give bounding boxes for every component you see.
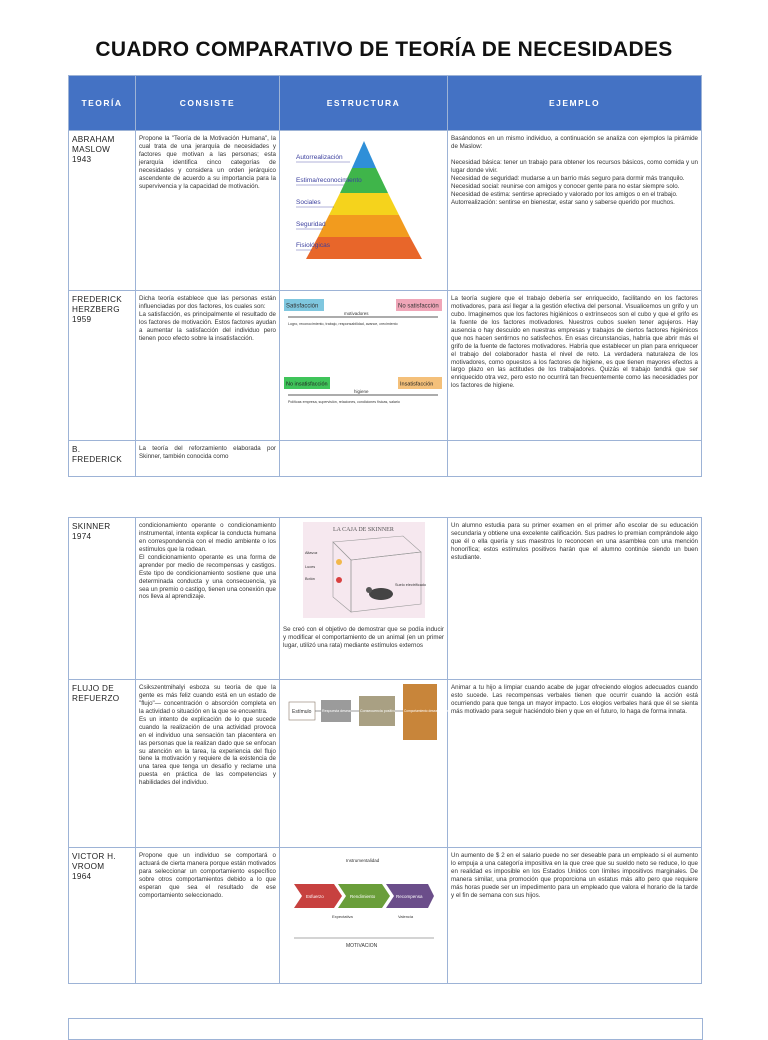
flow-step: Consecuencia positiva <box>359 709 396 713</box>
vroom-bottom-right-label: Valencia <box>397 914 413 919</box>
flow-step: Estímulo <box>291 709 311 715</box>
header-row <box>69 76 702 131</box>
skinner-label: Altavoz <box>304 551 317 555</box>
next-page-table-edge <box>68 1018 703 1040</box>
pyramid-label: Estima/reconocimiento <box>296 177 362 184</box>
skinner-box-figure <box>303 522 425 618</box>
vroom-box-label: Recompensa <box>395 894 423 899</box>
table-row <box>69 441 702 477</box>
no-dissatisfaction-label: No insatisfacción <box>285 381 328 388</box>
example-text: La teoría sugiere que el trabajo debería ser enriquecido, facilitando en los factores motivadores, para así llegar a la gestión efectiva del personal. Visualicemos un grifo y un cubo. Imaginemos que los factores higiénicos o extrínsecos son el cubo y que el grifo es la fuente de los factores motivadores. Nuestros cubos suelen tener agujeros. Hay ausencia o hay descuido en nuestras empresas y trabajos de ciertos factores higiénicos que nos hacen sentirnos no satisfechos. En esas circunstancias, habría que abrir más el grifo de la fuente de factores motivadores. Habría que establecer un plan para enriquecer el trabajo del colaborador hasta el nivel de reto. La verdadera naturaleza de los motivadores, como opuestos a los factores de higiene, es que tienen mayores efectos a largo plazo en las actitudes de los trabajadores. Quizás el trabajo tendrá que ser enriquecido otra vez, pero esto no ocurrirá tan frecuentemente como las necesidades por los factores de higiene. <box>448 291 702 441</box>
flow-step: Respuesta deseada <box>321 709 354 713</box>
pyramid-level-4 <box>318 215 410 237</box>
vroom-bottom-left-label: Expectativa <box>331 914 353 919</box>
header-estructura: ESTRUCTURA <box>280 76 448 131</box>
hygiene-list: Políticas empresa, supervisión, relaciones, condiciones físicas, salario <box>287 400 400 404</box>
example-text <box>448 441 702 477</box>
vroom-box-label: Esfuerzo <box>305 894 324 899</box>
comparison-table-bottom <box>68 517 702 984</box>
theory-description: condicionamiento operante o condicionamiento instrumental, intenta explicar la conducta humana en correspondencia con el medio ambiente o los estímulos que la rodean. El condicionamiento operante es una forma de aprender por medio de recompensas y castigos. Este tipo de condicionamiento sostiene que una determinada conducta y una consecuencia, ya sea un premio o castigo, tienen una conexión que nos lleva al aprendizaje. <box>136 518 280 680</box>
example-text: Un aumento de $ 2 en el salario puede no ser deseable para un empleado si el aumento lo empuja a una categoría impositiva en la que cree que su sueldo neto se reduce, lo que en realidad es imposible en los Estados Unidos con límites impositivos marginales. De manera similar, una promoción que proporciona un estatus más alto pero que requiere más horas puede ser un impedimento para un empleado que valora el horario de la tarde y el fin de semana con sus hijos. <box>448 848 702 984</box>
vroom-top-label: Instrumentalidad <box>345 858 379 863</box>
table-row <box>69 680 702 848</box>
table-row <box>69 291 702 441</box>
skinner-label: Luces <box>304 565 315 569</box>
table-row <box>69 518 702 680</box>
header-teoria: TEORÍA <box>69 76 136 131</box>
theory-name: VICTOR H. VROOM 1964 <box>69 848 136 984</box>
header-ejemplo: EJEMPLO <box>448 76 702 131</box>
theory-name: B. FREDERICK <box>69 441 136 477</box>
satisfaction-label: Satisfacción <box>285 303 318 310</box>
skinner-caption: Se creó con el objetivo de demostrar que se podía inducir y modificar el comportamiento de un animal (en un primer lugar, utilizó una rata) mediante estímulos externos <box>283 626 444 649</box>
pyramid-level-1 <box>352 141 376 168</box>
reinforcement-flow-figure <box>289 684 454 744</box>
structure-cell <box>280 131 448 291</box>
vroom-figure <box>294 852 434 952</box>
example-text: Animar a tu hijo a limpiar cuando acabe de jugar ofreciendo elogios adecuados cuando esto sucede. Las recompensas verbales tienen que ocurrir cuando la acción está ocurriendo para que tenga un mayor impacto. Los elogios verbales hará que él se sienta más motivado para seguir haciéndolo bien y que en el futuro, lo haga de forma innata. <box>448 680 702 848</box>
theory-description: La teoría del reforzamiento elaborada por Skinner, también conocida como <box>136 441 280 477</box>
pyramid-level-3 <box>329 193 399 215</box>
page-title: CUADRO COMPARATIVO DE TEORÍA DE NECESIDADES <box>95 38 673 61</box>
motivators-label: motivadores <box>343 311 369 316</box>
table-row <box>69 848 702 984</box>
theory-name: FLUJO DE REFUERZO <box>69 680 136 848</box>
pyramid-label: Fisiológicas <box>296 242 330 249</box>
structure-cell <box>280 291 448 441</box>
theory-name: SKINNER 1974 <box>69 518 136 680</box>
pyramid-label: Sociales <box>296 199 321 206</box>
theory-description: Propone la "Teoría de la Motivación Humana", la cual trata de una jerarquía de necesidades y factores que motivan a las personas; esta jerarquía identifica cinco categorías de necesidades y considera un orden jerárquico ascendente de acuerdo a su importancia para la supervivencia y la capacidad de motivación. <box>136 131 280 291</box>
dissatisfaction-label: Insatisfacción <box>399 381 433 388</box>
structure-cell <box>280 848 448 984</box>
skinner-label: Botón <box>304 577 315 581</box>
no-satisfaction-label: No satisfacción <box>397 303 439 310</box>
example-text: Basándonos en un mismo individuo, a continuación se analiza con ejemplos la pirámide de Maslow: Necesidad básica: tener un trabajo para obtener los recursos básicos, como comida y un lugar donde vivir. Necesidad de seguridad: mudarse a un barrio más seguro para dormir más tranquilo. Necesidad social: reunirse con amigos y conocer gente para no estar siempre solo. Necesidad de estima: sentirse apreciado y valorado por los amigos o en el trabajo. Autorrealización: sentirse en bienestar, estar sano y saberse querido por muchos. <box>448 131 702 291</box>
theory-name: ABRAHAM MASLOW 1943 <box>69 131 136 291</box>
hygiene-label: higiene <box>353 389 369 394</box>
theory-name: FREDERICK HERZBERG 1959 <box>69 291 136 441</box>
motivators-list: Logro, reconocimiento, trabajo, responsabilidad, avance, crecimiento <box>287 322 398 326</box>
pyramid-label: Autorrealización <box>296 154 343 161</box>
herzberg-figure <box>284 295 444 415</box>
maslow-pyramid-figure <box>296 135 431 260</box>
pyramid-label: Seguridad <box>296 221 326 228</box>
example-text: Un alumno estudia para su primer examen en el primer año escolar de su educación secundaria y obtiene una excelente calificación. Sus padres lo premian comprándole algo que él o ella quería y sus maestros lo reconocen en una asamblea con una mención honorífica; estos estímulos positivos harán que el alumno continúe siendo un buen estudiante. <box>448 518 702 680</box>
skinner-label: Suelo electrificado <box>394 583 426 587</box>
table-row <box>69 131 702 291</box>
theory-description: Dicha teoría establece que las personas están influenciadas por dos factores, los cuales son: La satisfacción, es principalmente el resultado de los factores de motivación. Estos factores ayudan a aumentar la satisfacción del individuo pero tienen poco efecto sobre la insatisfacción. <box>136 291 280 441</box>
vroom-footer-label: MOTIVACION <box>345 943 377 949</box>
skinner-box-title: LA CAJA DE SKINNER <box>332 527 394 533</box>
comparison-table-top <box>68 75 702 477</box>
vroom-box-label: Rendimiento <box>349 894 375 899</box>
structure-cell <box>280 441 448 477</box>
structure-cell <box>280 518 448 680</box>
header-consiste: CONSISTE <box>136 76 280 131</box>
structure-cell <box>280 680 454 848</box>
theory-description: Propone que un individuo se comportará o actuará de cierta manera porque están motivados para seleccionar un comportamiento específico sobre otros comportamientos debido a lo que esperan que sea el resultado de ese comportamiento seleccionado. <box>136 848 280 984</box>
theory-description: Csikszentmihalyi esboza su teoría de que la gente es más feliz cuando está en un estado de "flujo"— concentración o absorción completa en la actividad o situación en la que se encuentra. Es un intento de explicación de lo que sucede cuando la realización de una actividad provoca en el individuo una sensación tan placentera en las personas que la realizan dado que se enfocan su atención en la tarea, la experiencia del flujo tiene la motivación y requiere de la existencia de una tarea que tenga un desafío y reclame una puesta en práctica de las competencias y habilidades del individuo. <box>136 680 280 848</box>
flow-step: Comportamiento deseable repetido <box>403 709 454 713</box>
